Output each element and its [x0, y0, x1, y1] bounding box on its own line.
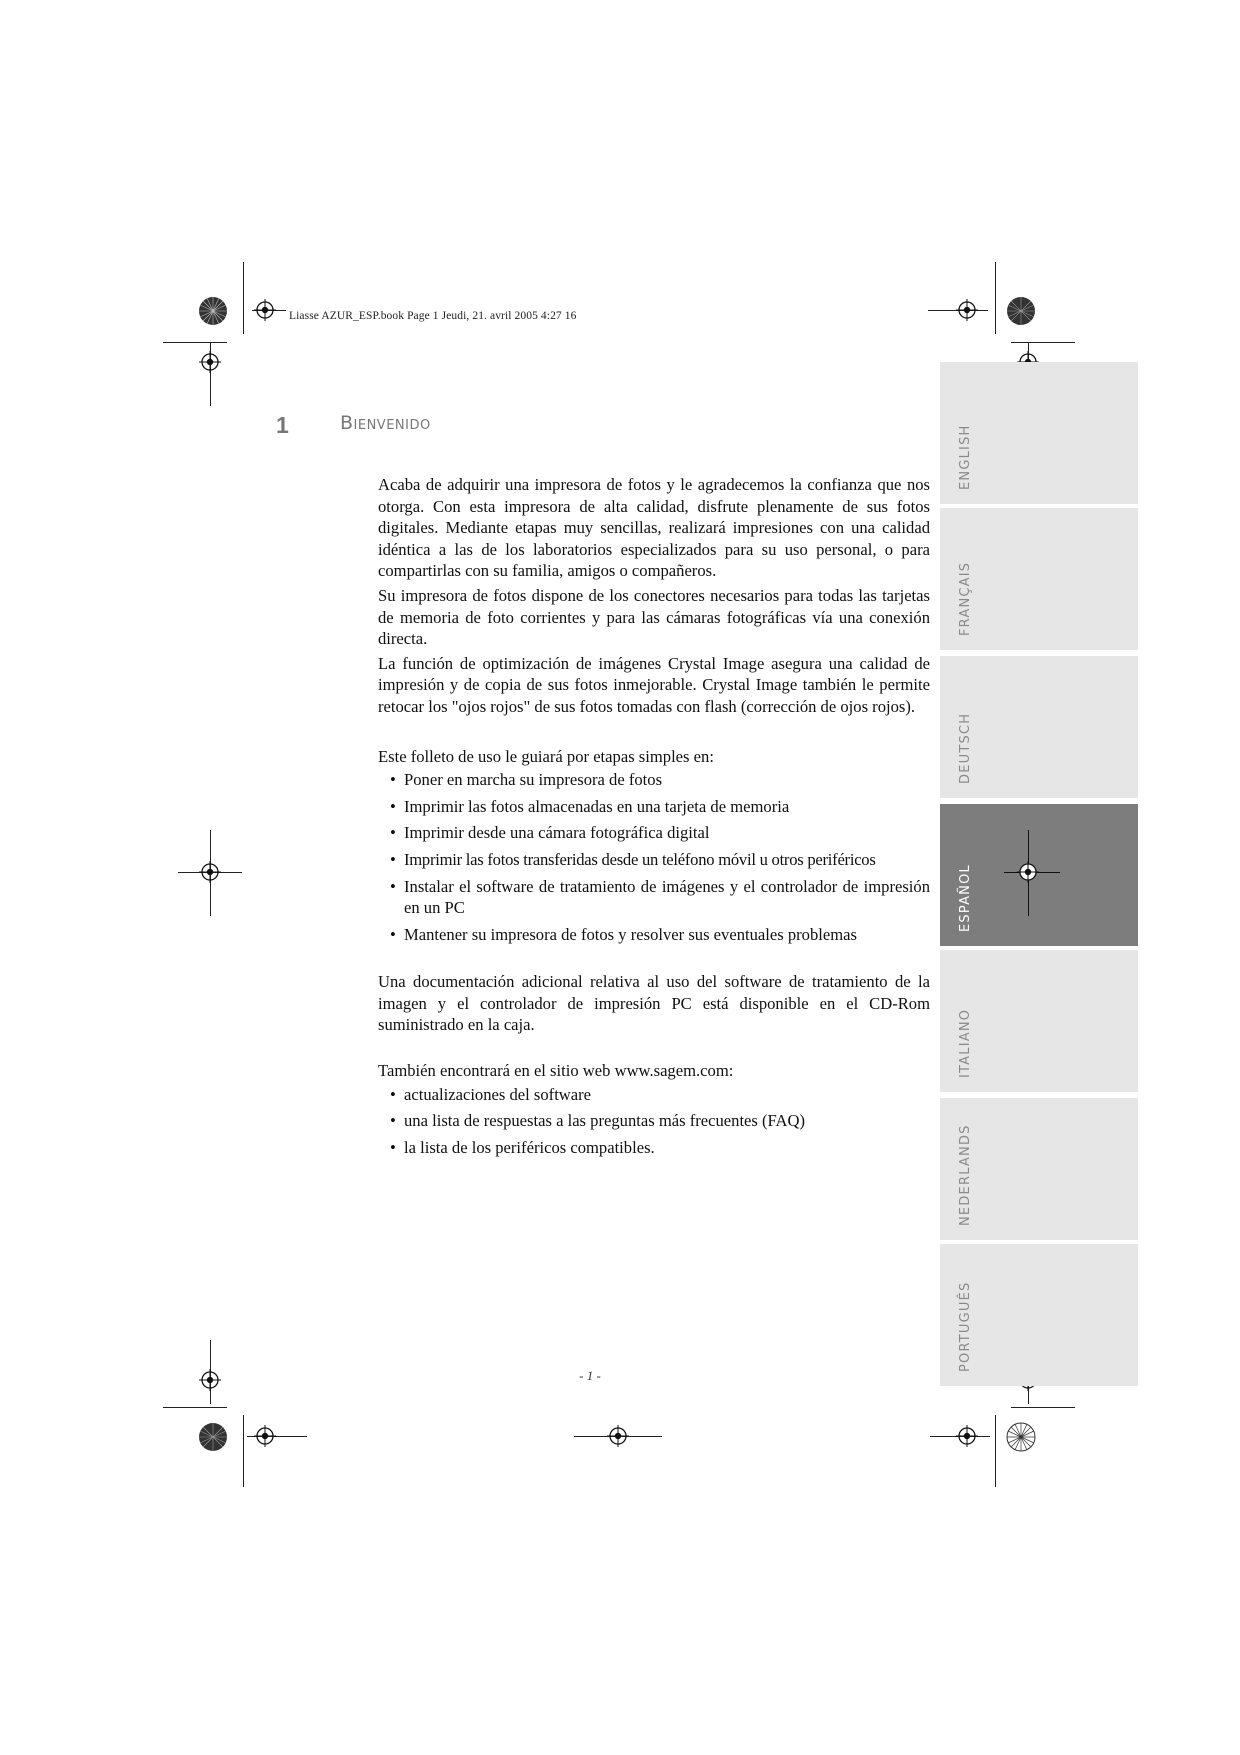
crop-line	[243, 262, 244, 334]
starburst-mark-icon	[198, 296, 228, 326]
body-content	[378, 474, 930, 1163]
book-slug: Liasse AZUR_ESP.book Page 1 Jeudi, 21. avril 2005 4:27 16	[289, 310, 577, 322]
list-item: • Imprimir desde una cámara fotográfica digital	[390, 823, 710, 843]
list-item: • Instalar el software de tratamiento de imágenes y el controlador de impresión en un PC	[390, 876, 930, 918]
list-item: • Mantener su impresora de fotos y resolver sus eventuales problemas	[390, 924, 857, 944]
bullet-icon: •	[390, 1084, 396, 1104]
registration-target-icon	[956, 1425, 978, 1447]
tab-nederlands: NEDERLANDS	[940, 1098, 1138, 1240]
registration-target-icon	[607, 1425, 629, 1447]
starburst-mark-icon	[198, 1422, 228, 1452]
starburst-mark-icon	[1006, 1422, 1036, 1452]
starburst-mark-icon	[1006, 296, 1036, 326]
bullet-icon: •	[390, 924, 396, 944]
website-intro: También encontrará en el sitio web www.sagem.com:	[378, 1061, 734, 1081]
registration-target-icon	[956, 299, 978, 321]
list-item: • actualizaciones del software	[390, 1084, 592, 1104]
tab-portugues: PORTUGUÊS	[940, 1244, 1138, 1386]
guide-intro: Este folleto de uso le guiará por etapas simples en:	[378, 746, 714, 766]
bullet-icon: •	[390, 770, 396, 790]
bullet-icon: •	[390, 1137, 396, 1157]
website-list	[378, 1084, 930, 1159]
list-item: • una lista de respuestas a las preguntas más frecuentes (FAQ)	[390, 1111, 806, 1131]
bullet-icon: •	[390, 876, 396, 896]
crop-line	[995, 262, 996, 334]
crop-line	[995, 1415, 996, 1487]
tab-italiano: ITALIANO	[940, 950, 1138, 1092]
intro-paragraph: La función de optimización de imágenes Crystal Image asegura una calidad de impresión y de copia de sus fotos inmejorable. Crystal Image también le permite retocar los "ojos rojos" de sus fotos tomadas con flash (corrección de ojos rojos).	[378, 653, 930, 716]
bullet-icon: •	[390, 849, 396, 869]
chapter-title	[340, 412, 431, 434]
list-item: • la lista de los periféricos compatibles.	[390, 1137, 655, 1157]
list-item: • Imprimir las fotos almacenadas en una tarjeta de memoria	[390, 796, 790, 816]
crop-line	[1011, 1407, 1075, 1408]
registration-target-icon	[199, 351, 221, 373]
registration-target-icon	[254, 1425, 276, 1447]
crop-line	[163, 342, 227, 343]
guide-list	[378, 769, 930, 945]
registration-target-icon	[1017, 861, 1039, 883]
list-item: • Imprimir las fotos transferidas desde un teléfono móvil u otros periféricos	[390, 849, 876, 869]
chapter-title-text: Bienvenido	[340, 412, 431, 434]
crop-line	[163, 1407, 227, 1408]
tab-espanol: ESPAÑOL	[940, 804, 1138, 946]
registration-target-icon	[254, 299, 276, 321]
crop-line	[243, 1415, 244, 1487]
tab-francais: FRANÇAIS	[940, 508, 1138, 650]
documentation-note: Una documentación adicional relativa al uso del software de tratamiento de la imagen y el controlador de impresión PC está disponible en el CD-Rom suministrado en la caja.	[378, 972, 930, 1035]
bullet-icon: •	[390, 1111, 396, 1131]
tab-deutsch: DEUTSCH	[940, 656, 1138, 798]
bullet-icon: •	[390, 796, 396, 816]
chapter-number: 1	[276, 412, 289, 438]
intro-paragraph: Acaba de adquirir una impresora de fotos y le agradecemos la confianza que nos otorga. Con esta impresora de alta calidad, disfrute plenamente de sus fotos digitales. Mediante etapas muy sencillas, realizará impresiones con una calidad idéntica a las de los laboratorios especializados para su uso personal, o para compartirlas con su familia, amigos o compañeros.	[378, 475, 930, 581]
page-number: - 1 -	[579, 1368, 601, 1383]
registration-target-icon	[199, 1369, 221, 1391]
registration-target-icon	[199, 861, 221, 883]
tab-english: ENGLISH	[940, 362, 1138, 504]
crop-line	[1011, 342, 1075, 343]
intro-paragraph: Su impresora de fotos dispone de los conectores necesarios para todas las tarjetas de memoria de foto corrientes y para las cámaras fotográficas vía una conexión directa.	[378, 585, 930, 649]
bullet-icon: •	[390, 823, 396, 843]
list-item: • Poner en marcha su impresora de fotos	[390, 770, 663, 790]
